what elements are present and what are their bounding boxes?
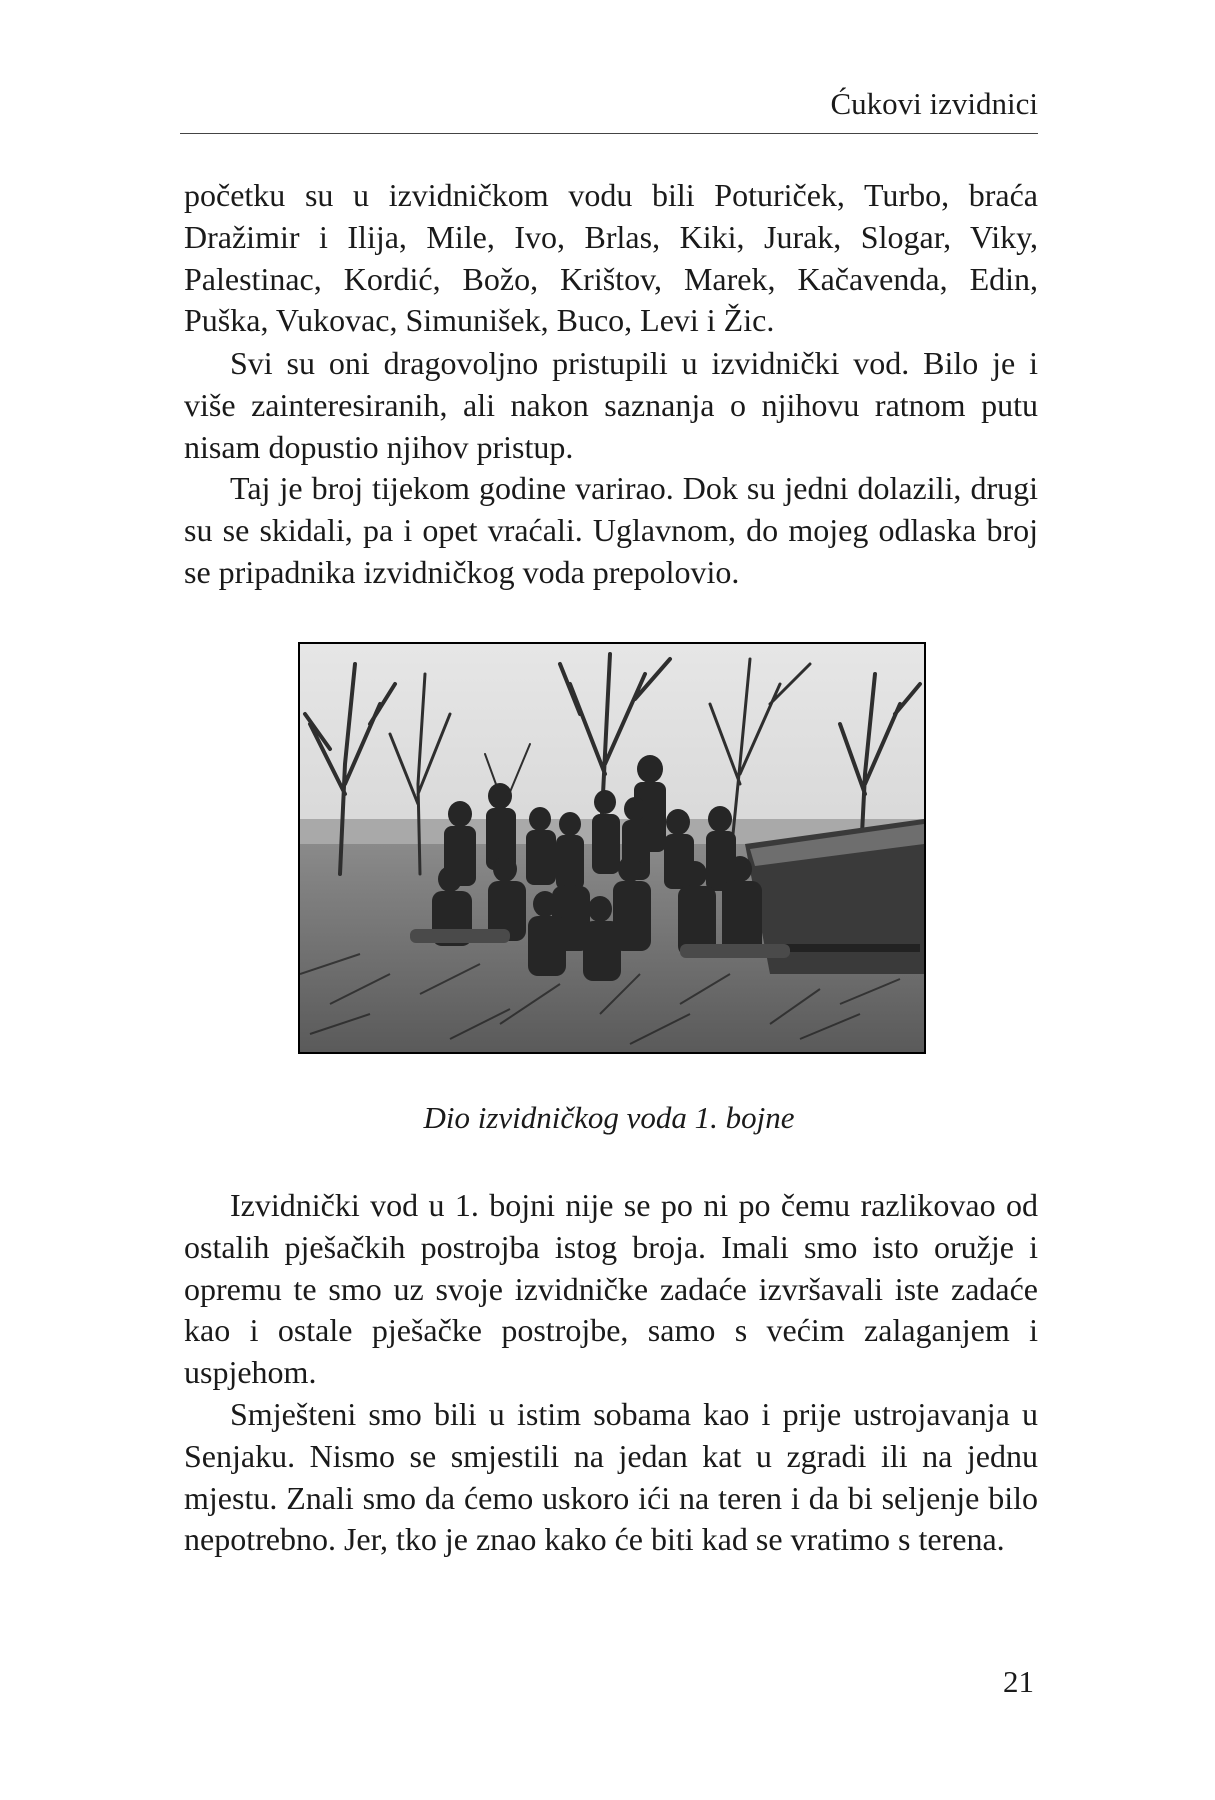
paragraph-2: Svi su oni dragovoljno pristupili u izvidnički vod. Bilo je i više zainteresiranih, ali nakon saznanja o njihovu ratnom putu nisam dopustio njihov pristup. [184, 345, 1038, 465]
running-head: Ćukovi izvidnici [830, 86, 1038, 121]
paragraph-4: Izvidnički vod u 1. bojni nije se po ni po čemu razlikovao od ostalih pješačkih postrojba istog broja. Imali smo isto oružje i opremu te smo uz svoje izvidničke zadaće izvršavali iste zadaće kao i ostale pješačke postrojbe, samo s većim zalaganjem i uspjehom. [184, 1187, 1038, 1391]
paragraph-3: Taj je broj tijekom godine varirao. Dok su jedni dolazili, drugi su se skidali, pa i opet vraćali. Uglavnom, do mojeg odlaska broj se pripadnika izvidničkog voda prepolovio. [184, 470, 1038, 590]
group-photo [298, 642, 926, 1054]
paragraph-1: početku su u izvidničkom vodu bili Poturiček, Turbo, braća Dražimir i Ilija, Mile, Ivo, Brlas, Kiki, Jurak, Slogar, Viky, Palestinac, Kordić, Božo, Krištov, Marek, Kačavenda, Edin, Puška, Vukovac, Simunišek, Buco, Levi i Žic. [184, 177, 1038, 339]
header-rule [180, 133, 1038, 134]
page-number: 21 [1003, 1664, 1034, 1699]
paragraph-5: Smješteni smo bili u istim sobama kao i prije ustrojavanja u Senjaku. Nismo se smjestili na jedan kat u zgradi ili na jednu mjestu. Znali smo da ćemo uskoro ići na teren i da bi seljenje bilo nepotrebno. Jer, tko je znao kako će biti kad se vratimo s terena. [184, 1396, 1038, 1558]
figure-caption: Dio izvidničkog voda 1. bojne [423, 1100, 795, 1135]
